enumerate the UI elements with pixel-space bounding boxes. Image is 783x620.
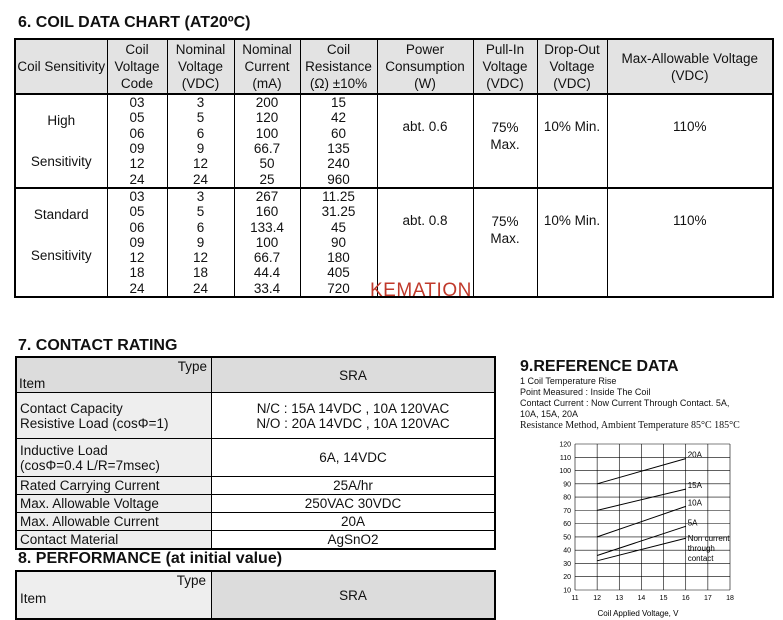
row-sublabel: (cosΦ=0.4 L/R=7msec): [20, 457, 160, 473]
y-tick-label: 40: [563, 547, 571, 555]
coil-section-title: 6. COIL DATA CHART (AT20ºC): [18, 14, 251, 31]
chart-grid: [575, 444, 730, 590]
drop-out-voltage: [537, 94, 607, 188]
y-tick-label: 70: [563, 507, 571, 515]
y-tick-label: 10: [563, 587, 571, 595]
series-label: 5A: [687, 518, 698, 528]
sensitivity-label: Sensitivity: [30, 247, 92, 263]
coil-resistance: 135: [300, 141, 377, 156]
max-allowable-voltage: [607, 94, 773, 188]
header-pull-in-voltage: Pull-In Voltage (VDC): [473, 39, 537, 94]
x-tick-label: 13: [615, 595, 624, 602]
max-allowable-value: 110%: [672, 212, 707, 228]
nominal-current: 160: [234, 204, 300, 219]
rated-carrying-current-value: 25A/hr: [212, 477, 496, 495]
type-label: Type: [176, 573, 206, 588]
nominal-voltage: 12: [167, 250, 234, 265]
header-coil-voltage-code: Coil Voltage Code: [107, 39, 167, 94]
table-row: [15, 94, 773, 110]
voltage-code: 05: [107, 110, 167, 125]
table-row: [16, 477, 495, 495]
coil-resistance: 240: [300, 156, 377, 171]
nominal-current: 25: [234, 171, 300, 187]
nominal-voltage: 3: [167, 188, 234, 204]
contact-material-value: AgSnO2: [212, 531, 496, 549]
nominal-voltage: 5: [167, 204, 234, 219]
series-label: 20A: [687, 450, 702, 460]
coil-resistance: 15: [300, 94, 377, 110]
contact-capacity-label: [16, 393, 212, 439]
sensitivity-cell-high: [15, 94, 107, 188]
coil-resistance: 180: [300, 250, 377, 265]
series-label: Non current: [687, 534, 730, 544]
nominal-voltage: 6: [167, 219, 234, 234]
x-tick-label: 14: [637, 595, 646, 602]
header-nominal-current: Nominal Current (mA): [234, 39, 300, 94]
table-row: [16, 439, 495, 477]
x-axis-label: Coil Applied Voltage, V: [597, 609, 679, 618]
sensitivity-label: Sensitivity: [30, 154, 92, 169]
coil-resistance: 31.25: [300, 204, 377, 219]
table-row: [16, 495, 495, 513]
item-label: Item: [20, 591, 47, 606]
inductive-load-value: 6A, 14VDC: [212, 439, 496, 477]
coil-resistance: 720: [300, 281, 377, 297]
series-label: 15A: [687, 481, 702, 491]
table-row: [15, 188, 773, 204]
x-tick-label: 15: [659, 595, 668, 602]
table-row: [16, 531, 495, 549]
model-header: SRA: [212, 571, 496, 619]
type-item-header: [16, 357, 212, 393]
y-tick-label: 20: [563, 574, 571, 582]
reference-line: Contact Current : Now Current Through Contact. 5A,: [520, 398, 730, 408]
nominal-current: 33.4: [234, 281, 300, 297]
row-value: N/C : 15A 14VDC , 10A 120VAC: [256, 400, 450, 416]
voltage-code: 03: [107, 94, 167, 110]
contact-section-title: 7. CONTACT RATING: [18, 337, 178, 354]
voltage-code: 05: [107, 204, 167, 219]
max-allowable-voltage-value: 250VAC 30VDC: [212, 495, 496, 513]
max-allowable-voltage: [607, 188, 773, 297]
y-tick-label: 60: [563, 521, 571, 529]
drop-out-value: 10% Min.: [543, 119, 601, 134]
x-tick-label: 16: [681, 595, 690, 602]
model-header: SRA: [212, 357, 496, 393]
voltage-code: 18: [107, 265, 167, 280]
series-label: through: [687, 544, 715, 554]
voltage-code: 09: [107, 141, 167, 156]
row-sublabel: Resistive Load (cosΦ=1): [20, 415, 169, 431]
max-allowable-current-label: Max. Allowable Current: [16, 513, 212, 531]
y-tick-label: 80: [563, 494, 571, 502]
nominal-current: 200: [234, 94, 300, 110]
performance-section-title: 8. PERFORMANCE (at initial value): [18, 550, 283, 567]
performance-table: [15, 570, 496, 620]
nominal-current: 66.7: [234, 141, 300, 156]
inductive-load-label: [16, 439, 212, 477]
series-label: contact: [687, 554, 714, 564]
voltage-code: 24: [107, 281, 167, 297]
nominal-current: 100: [234, 235, 300, 250]
row-label: Contact Capacity: [20, 400, 123, 416]
y-tick-label: 100: [559, 468, 571, 476]
header-coil-sensitivity: Coil Sensitivity: [15, 39, 107, 94]
header-nominal-voltage: Nominal Voltage (VDC): [167, 39, 234, 94]
nominal-current: 120: [234, 110, 300, 125]
nominal-voltage: 24: [167, 171, 234, 187]
sensitivity-label: High: [47, 113, 76, 128]
contact-material-label: Contact Material: [16, 531, 212, 549]
table-row: [16, 513, 495, 531]
y-tick-label: 90: [563, 481, 571, 489]
nominal-voltage: 24: [167, 281, 234, 297]
coil-resistance: 11.25: [300, 188, 377, 204]
type-label: Type: [177, 359, 207, 374]
header-max-allowable-voltage: Max-Allowable Voltage (VDC): [607, 39, 773, 94]
type-item-header: [16, 571, 212, 619]
power-value: abt. 0.8: [402, 212, 448, 228]
nominal-current: 133.4: [234, 219, 300, 234]
power-consumption: [377, 94, 473, 188]
contact-rating-table: [15, 356, 496, 550]
reference-line: 10A, 15A, 20A: [520, 409, 579, 419]
nominal-current: 100: [234, 126, 300, 141]
max-allowable-value: 110%: [672, 119, 707, 134]
kemation-watermark: KEMATION: [370, 280, 472, 301]
nominal-voltage: 18: [167, 265, 234, 280]
nominal-current: 66.7: [234, 250, 300, 265]
max-allowable-current-value: 20A: [212, 513, 496, 531]
nominal-current: 267: [234, 188, 300, 204]
coil-resistance: 45: [300, 219, 377, 234]
series-label: 10A: [687, 498, 702, 508]
voltage-code: 03: [107, 188, 167, 204]
pull-in-value: 75% Max.: [490, 213, 520, 246]
header-power-consumption: Power Consumption (W): [377, 39, 473, 94]
voltage-code: 12: [107, 250, 167, 265]
nominal-voltage: 3: [167, 94, 234, 110]
voltage-code: 06: [107, 126, 167, 141]
y-tick-label: 120: [559, 441, 571, 449]
reference-data: [520, 358, 780, 431]
nominal-voltage: 9: [167, 141, 234, 156]
coil-header-row: [15, 39, 773, 94]
coil-resistance: 60: [300, 126, 377, 141]
power-value: abt. 0.6: [402, 119, 448, 134]
y-tick-label: 110: [559, 454, 571, 462]
row-label: Inductive Load: [20, 442, 108, 458]
contact-header-row: [16, 357, 495, 393]
coil-resistance: 42: [300, 110, 377, 125]
coil-resistance: 960: [300, 171, 377, 187]
pull-in-voltage: [473, 94, 537, 188]
pull-in-voltage: [473, 188, 537, 297]
reference-line: Resistance Method, Ambient Temperature 85°C 185°C: [520, 420, 740, 431]
y-tick-label: 30: [563, 560, 571, 568]
x-tick-label: 17: [703, 595, 712, 602]
coil-resistance: 405: [300, 265, 377, 280]
voltage-code: 06: [107, 219, 167, 234]
temperature-rise-chart: [520, 436, 770, 620]
table-row: [16, 393, 495, 439]
voltage-code: 12: [107, 156, 167, 171]
header-coil-resistance: Coil Resistance (Ω) ±10%: [300, 39, 377, 94]
contact-capacity-value: [212, 393, 496, 439]
header-drop-out-voltage: Drop-Out Voltage (VDC): [537, 39, 607, 94]
voltage-code: 09: [107, 235, 167, 250]
x-tick-label: 12: [593, 595, 602, 602]
coil-resistance: 90: [300, 235, 377, 250]
drop-out-value: 10% Min.: [543, 212, 601, 228]
voltage-code: 24: [107, 171, 167, 187]
nominal-current: 50: [234, 156, 300, 171]
nominal-voltage: 9: [167, 235, 234, 250]
row-value: N/O : 20A 14VDC , 10A 120VAC: [256, 415, 450, 431]
nominal-voltage: 12: [167, 156, 234, 171]
performance-header-row: [16, 571, 495, 619]
x-tick-label: 11: [571, 595, 579, 602]
drop-out-voltage: [537, 188, 607, 297]
reference-title: 9.REFERENCE DATA: [520, 358, 679, 375]
item-label: Item: [19, 376, 46, 391]
coil-data-table: [14, 38, 774, 298]
sensitivity-cell-standard: [15, 188, 107, 297]
rated-carrying-current-label: Rated Carrying Current: [16, 477, 212, 495]
sensitivity-label: Standard: [33, 206, 89, 222]
pull-in-value: 75% Max.: [490, 120, 520, 152]
reference-line: Point Measured : Inside The Coil: [520, 387, 651, 397]
y-tick-label: 50: [563, 534, 571, 542]
max-allowable-voltage-label: Max. Allowable Voltage: [16, 495, 212, 513]
reference-line: 1 Coil Temperature Rise: [520, 376, 617, 386]
nominal-voltage: 6: [167, 126, 234, 141]
nominal-voltage: 5: [167, 110, 234, 125]
x-tick-label: 18: [726, 595, 734, 602]
nominal-current: 44.4: [234, 265, 300, 280]
